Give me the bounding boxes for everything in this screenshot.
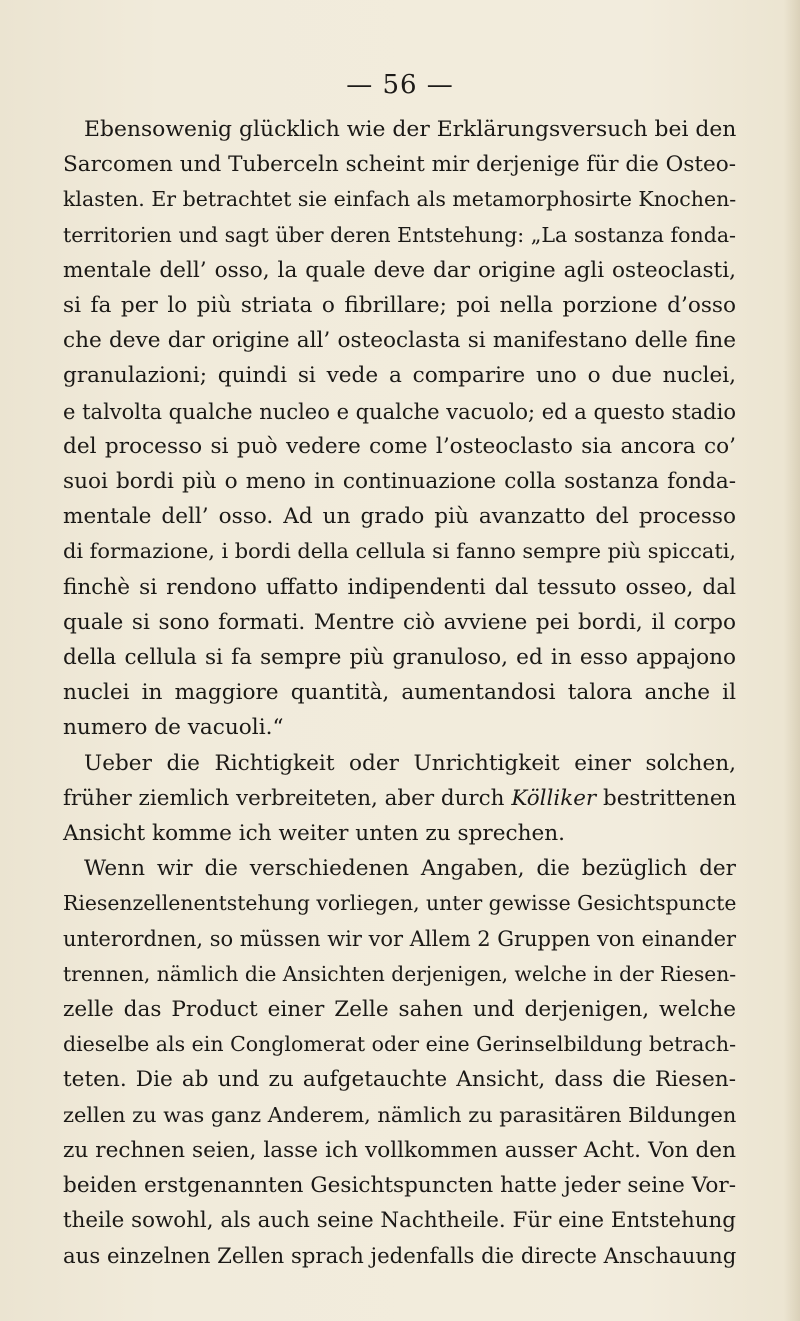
page-edge-shadow — [784, 0, 800, 1321]
text-line: si fa per lo più striata o fibrillare; poi nella porzione d’osso — [63, 293, 736, 319]
text-line: mentale dell’ osso, la quale deve dar origine agli osteoclasti, — [63, 257, 736, 283]
text-fragment: bestrittenen — [596, 785, 737, 811]
text-line: Riesenzellenentstehung vorliegen, unter gewisse Gesichtspuncte — [63, 891, 737, 916]
text-line: zu rechnen seien, lasse ich vollkommen ausser Acht. Von den — [63, 1137, 736, 1163]
text-line: zelle das Product einer Zelle sahen und derjenigen, welche — [63, 997, 736, 1023]
text-line: klasten. Er betrachtet sie einfach als metamorphosirte Knochen- — [63, 187, 737, 212]
text-line: territorien und sagt über deren Entstehung: „La sostanza fonda- — [63, 222, 736, 247]
text-line: mentale dell’ osso. Ad un grado più avanzatto del processo — [63, 504, 736, 530]
author-name-kolliker: Kölliker — [511, 785, 597, 811]
text-line: Wenn wir die verschiedenen Angaben, die bezüglich der — [84, 856, 736, 882]
text-line: Ebensowenig glücklich wie der Erklärungsversuch bei den — [84, 117, 737, 142]
text-line: quale si sono formati. Mentre ciò avviene pei bordi, il corpo — [63, 609, 736, 635]
text-line: unterordnen, so müssen wir vor Allem 2 Gruppen von einander — [63, 926, 737, 951]
text-line: finchè si rendono uffatto indipendenti dal tessuto osseo, dal — [63, 574, 736, 600]
text-line: nuclei in maggiore quantità, aumentandosi talora anche il — [63, 680, 736, 706]
text-line: beiden erstgenannten Gesichtspuncten hatte jeder seine Vor- — [63, 1173, 736, 1199]
text-line: che deve dar origine all’ osteoclasta si manifestano delle fine — [63, 328, 736, 354]
text-line: teten. Die ab und zu aufgetauchte Ansicht, dass die Riesen- — [63, 1067, 736, 1093]
page-number: — 56 — — [346, 70, 454, 100]
text-line: del processo si può vedere come l’osteoclasto sia ancora co’ — [63, 433, 736, 459]
text-line: suoi bordi più o meno in continuazione colla sostanza fonda- — [63, 469, 736, 495]
text-line: della cellula si fa sempre più granuloso, ed in esso appajono — [63, 645, 736, 671]
text-line: theile sowohl, als auch seine Nachtheile. Für eine Entstehung — [63, 1208, 736, 1234]
text-line: aus einzelnen Zellen sprach jedenfalls die directe Anschauung — [63, 1243, 737, 1269]
text-line: Sarcomen und Tuberceln scheint mir derjenige für die Osteo- — [63, 152, 736, 178]
text-line: granulazioni; quindi si vede a comparire uno o due nuclei, — [63, 363, 736, 389]
text-line: zellen zu was ganz Anderem, nämlich zu parasitären Bildungen — [63, 1102, 737, 1127]
body-text — [63, 112, 736, 1274]
text-line-with-author — [63, 781, 736, 816]
text-line: numero de vacuoli.“ — [63, 715, 284, 741]
text-line: e talvolta qualche nucleo e qualche vacuolo; ed a questo stadio — [63, 398, 736, 424]
text-fragment: früher ziemlich verbreiteten, aber durch — [63, 785, 512, 811]
text-line: di formazione, i bordi della cellula si fanno sempre più spiccati, — [63, 539, 737, 564]
text-line: Ansicht komme ich weiter unten zu sprechen. — [63, 821, 566, 847]
text-line: Ueber die Richtigkeit oder Unrichtigkeit einer solchen, — [84, 750, 736, 776]
text-line: trennen, nämlich die Ansichten derjenigen, welche in der Riesen- — [63, 961, 737, 986]
text-line: dieselbe als ein Conglomerat oder eine Gerinselbildung betrach- — [63, 1032, 736, 1057]
